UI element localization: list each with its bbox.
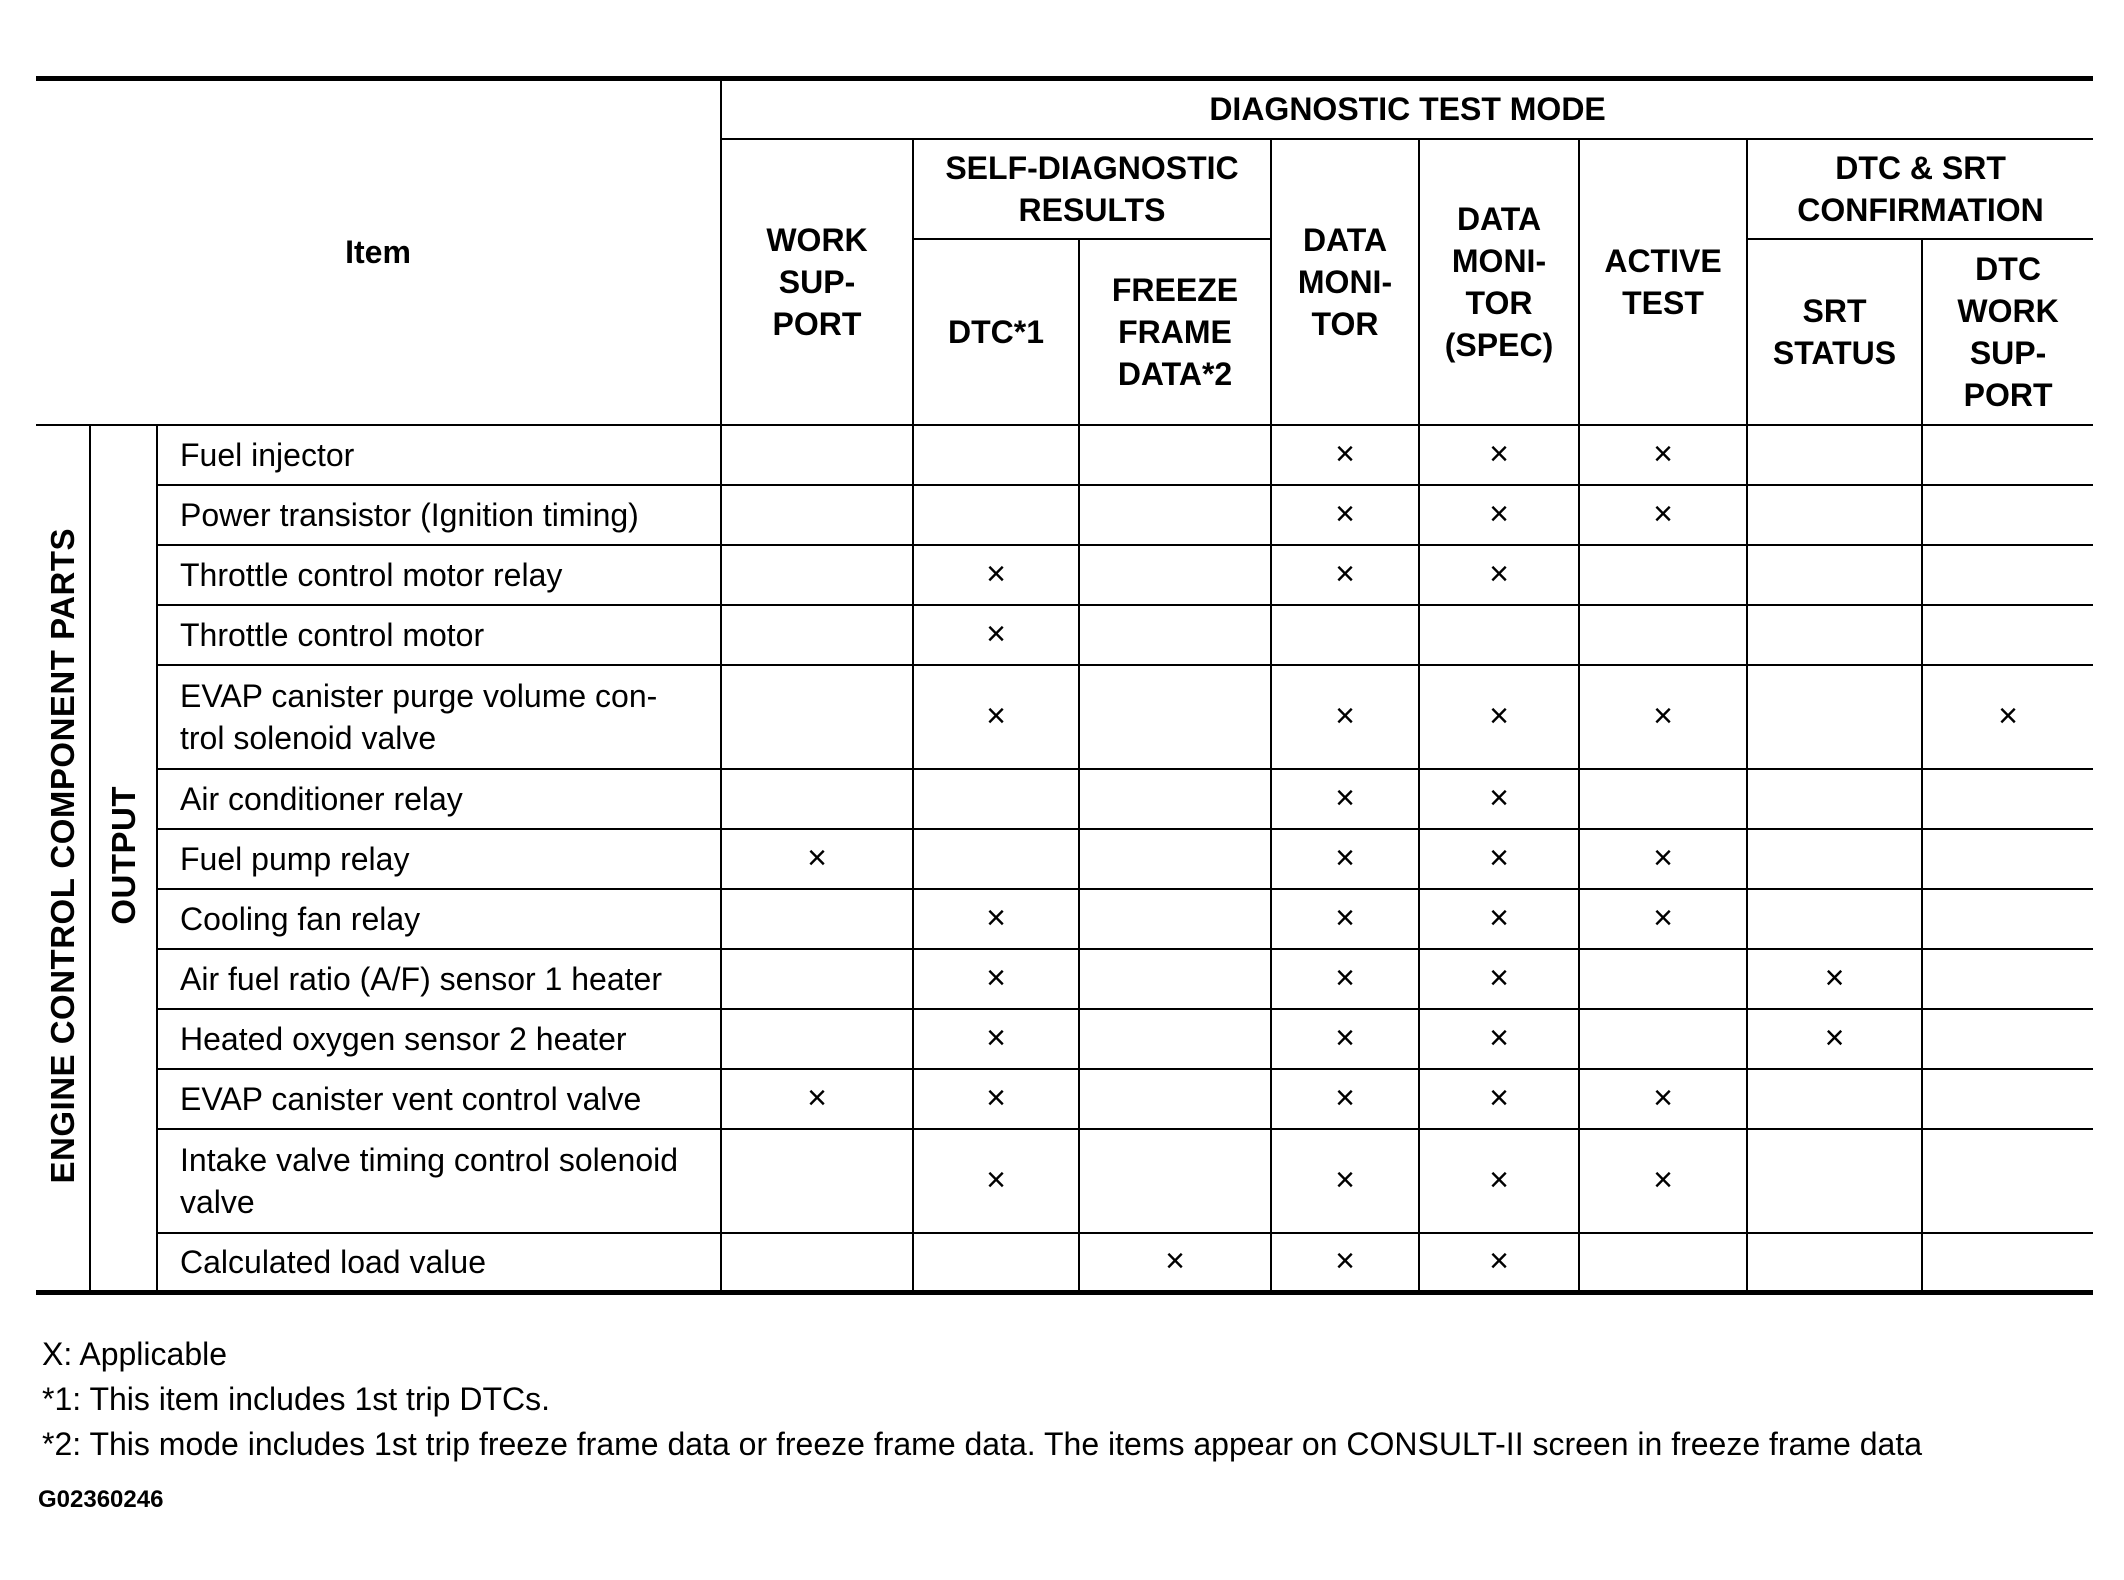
- cell-work-support: [721, 485, 913, 545]
- cell-data-monitor-spec: ×: [1419, 665, 1579, 769]
- table-row: [36, 605, 2093, 665]
- cell-srt-status: [1747, 889, 1922, 949]
- cell-dtc-work-support: [1922, 769, 2093, 829]
- cell-freeze-frame: [1079, 769, 1271, 829]
- table-row: [36, 1069, 2093, 1129]
- cell-srt-status: [1747, 665, 1922, 769]
- item-name: Fuel injector: [157, 425, 721, 485]
- cell-freeze-frame: [1079, 425, 1271, 485]
- cell-srt-status: ×: [1747, 1009, 1922, 1069]
- item-name: EVAP canister vent control valve: [157, 1069, 721, 1129]
- cell-active-test: [1579, 949, 1747, 1009]
- cell-data-monitor: [1271, 605, 1419, 665]
- table-row: [36, 485, 2093, 545]
- cell-active-test: ×: [1579, 889, 1747, 949]
- cell-active-test: ×: [1579, 1069, 1747, 1129]
- dtc-srt-confirmation-header: DTC & SRT CONFIRMATION: [1747, 139, 2093, 239]
- cell-dtc: [913, 485, 1079, 545]
- cell-data-monitor: ×: [1271, 485, 1419, 545]
- item-name: Heated oxygen sensor 2 heater: [157, 1009, 721, 1069]
- cell-dtc-work-support: [1922, 1069, 2093, 1129]
- cell-data-monitor-spec: ×: [1419, 949, 1579, 1009]
- cell-data-monitor-spec: ×: [1419, 829, 1579, 889]
- figure-id: G02360246: [38, 1486, 164, 1513]
- cell-data-monitor-spec: ×: [1419, 1069, 1579, 1129]
- cell-work-support: [721, 425, 913, 485]
- table-row: [36, 1009, 2093, 1069]
- cell-data-monitor-spec: ×: [1419, 1233, 1579, 1293]
- cell-data-monitor: ×: [1271, 1009, 1419, 1069]
- table-row: [36, 949, 2093, 1009]
- cell-data-monitor: ×: [1271, 545, 1419, 605]
- subcategory-cell: [90, 425, 157, 1293]
- cell-freeze-frame: [1079, 605, 1271, 665]
- cell-srt-status: [1747, 485, 1922, 545]
- cell-dtc: ×: [913, 1069, 1079, 1129]
- cell-active-test: [1579, 605, 1747, 665]
- cell-active-test: [1579, 545, 1747, 605]
- cell-work-support: [721, 889, 913, 949]
- cell-freeze-frame: [1079, 949, 1271, 1009]
- cell-srt-status: [1747, 425, 1922, 485]
- cell-data-monitor: ×: [1271, 425, 1419, 485]
- footnote-legend: X: Applicable: [42, 1336, 228, 1372]
- table-row: [36, 1129, 2093, 1233]
- item-name: Throttle control motor: [157, 605, 721, 665]
- cell-dtc: [913, 829, 1079, 889]
- cell-dtc-work-support: [1922, 545, 2093, 605]
- subcategory-label: OUTPUT: [104, 785, 142, 925]
- item-name: Intake valve timing control solenoid valve: [157, 1129, 721, 1233]
- cell-data-monitor-spec: ×: [1419, 889, 1579, 949]
- category-cell: [36, 425, 90, 1293]
- cell-dtc-work-support: [1922, 829, 2093, 889]
- cell-work-support: [721, 605, 913, 665]
- cell-srt-status: [1747, 1129, 1922, 1233]
- table-row: [36, 425, 2093, 485]
- dtc-work-support-header: DTC WORK SUP- PORT: [1922, 239, 2093, 425]
- cell-dtc-work-support: [1922, 1233, 2093, 1293]
- table-row: [36, 829, 2093, 889]
- item-name: EVAP canister purge volume con- trol solenoid valve: [157, 665, 721, 769]
- category-label: ENGINE CONTROL COMPONENT PARTS: [43, 527, 81, 1183]
- cell-data-monitor-spec: ×: [1419, 425, 1579, 485]
- cell-freeze-frame: [1079, 1009, 1271, 1069]
- cell-data-monitor: ×: [1271, 665, 1419, 769]
- cell-data-monitor: ×: [1271, 769, 1419, 829]
- cell-dtc-work-support: [1922, 889, 2093, 949]
- cell-work-support: ×: [721, 829, 913, 889]
- item-name: Air fuel ratio (A/F) sensor 1 heater: [157, 949, 721, 1009]
- table-row: [36, 665, 2093, 769]
- cell-data-monitor-spec: ×: [1419, 769, 1579, 829]
- diagnostic-test-mode-header: DIAGNOSTIC TEST MODE: [721, 79, 2093, 139]
- cell-dtc: ×: [913, 949, 1079, 1009]
- cell-dtc: ×: [913, 605, 1079, 665]
- cell-dtc: [913, 769, 1079, 829]
- table-row: [36, 889, 2093, 949]
- cell-active-test: [1579, 769, 1747, 829]
- cell-work-support: [721, 545, 913, 605]
- cell-srt-status: [1747, 1233, 1922, 1293]
- cell-active-test: ×: [1579, 665, 1747, 769]
- cell-active-test: ×: [1579, 425, 1747, 485]
- cell-dtc: ×: [913, 889, 1079, 949]
- cell-data-monitor-spec: [1419, 605, 1579, 665]
- cell-srt-status: ×: [1747, 949, 1922, 1009]
- cell-freeze-frame: [1079, 545, 1271, 605]
- freeze-frame-data-header: FREEZE FRAME DATA*2: [1079, 239, 1271, 425]
- cell-srt-status: [1747, 769, 1922, 829]
- cell-data-monitor: ×: [1271, 1069, 1419, 1129]
- cell-dtc-work-support: [1922, 425, 2093, 485]
- table-row: [36, 769, 2093, 829]
- item-name: Cooling fan relay: [157, 889, 721, 949]
- active-test-header: ACTIVE TEST: [1579, 139, 1747, 425]
- cell-dtc: [913, 1233, 1079, 1293]
- cell-data-monitor: ×: [1271, 889, 1419, 949]
- cell-data-monitor-spec: ×: [1419, 1129, 1579, 1233]
- cell-freeze-frame: [1079, 1129, 1271, 1233]
- cell-active-test: ×: [1579, 485, 1747, 545]
- cell-work-support: [721, 949, 913, 1009]
- cell-work-support: [721, 1009, 913, 1069]
- cell-freeze-frame: [1079, 665, 1271, 769]
- diagnostic-test-mode-table: [36, 76, 2093, 1295]
- cell-data-monitor-spec: ×: [1419, 545, 1579, 605]
- table-row: [36, 1233, 2093, 1293]
- cell-freeze-frame: [1079, 485, 1271, 545]
- work-support-header: WORK SUP- PORT: [721, 139, 913, 425]
- cell-dtc-work-support: [1922, 485, 2093, 545]
- cell-srt-status: [1747, 605, 1922, 665]
- cell-data-monitor: ×: [1271, 949, 1419, 1009]
- srt-status-header: SRT STATUS: [1747, 239, 1922, 425]
- footnote-1: *1: This item includes 1st trip DTCs.: [42, 1381, 551, 1417]
- cell-active-test: [1579, 1233, 1747, 1293]
- cell-dtc-work-support: [1922, 949, 2093, 1009]
- cell-srt-status: [1747, 1069, 1922, 1129]
- cell-work-support: [721, 769, 913, 829]
- item-name: Throttle control motor relay: [157, 545, 721, 605]
- item-name: Power transistor (Ignition timing): [157, 485, 721, 545]
- cell-work-support: [721, 1129, 913, 1233]
- cell-freeze-frame: [1079, 829, 1271, 889]
- cell-data-monitor: ×: [1271, 829, 1419, 889]
- cell-dtc: ×: [913, 1009, 1079, 1069]
- data-monitor-spec-header: DATA MONI- TOR (SPEC): [1419, 139, 1579, 425]
- cell-freeze-frame: ×: [1079, 1233, 1271, 1293]
- cell-data-monitor-spec: ×: [1419, 1009, 1579, 1069]
- cell-work-support: [721, 1233, 913, 1293]
- cell-data-monitor-spec: ×: [1419, 485, 1579, 545]
- footnotes: [42, 1332, 2102, 1467]
- cell-active-test: ×: [1579, 1129, 1747, 1233]
- dtc-header: DTC*1: [913, 239, 1079, 425]
- cell-data-monitor: ×: [1271, 1233, 1419, 1293]
- item-header: Item: [36, 79, 721, 425]
- cell-srt-status: [1747, 545, 1922, 605]
- cell-dtc: [913, 425, 1079, 485]
- cell-active-test: [1579, 1009, 1747, 1069]
- cell-dtc: ×: [913, 545, 1079, 605]
- footnote-2: *2: This mode includes 1st trip freeze frame data or freeze frame data. The items appear on CONSULT-II screen in freeze frame data: [42, 1426, 1922, 1462]
- cell-freeze-frame: [1079, 1069, 1271, 1129]
- cell-work-support: [721, 665, 913, 769]
- table-body: [36, 425, 2093, 1293]
- cell-dtc-work-support: [1922, 1009, 2093, 1069]
- cell-srt-status: [1747, 829, 1922, 889]
- table-row: [36, 545, 2093, 605]
- cell-dtc-work-support: [1922, 1129, 2093, 1233]
- cell-dtc: ×: [913, 1129, 1079, 1233]
- cell-active-test: ×: [1579, 829, 1747, 889]
- item-name: Fuel pump relay: [157, 829, 721, 889]
- cell-data-monitor: ×: [1271, 1129, 1419, 1233]
- cell-dtc-work-support: ×: [1922, 665, 2093, 769]
- item-name: Calculated load value: [157, 1233, 721, 1293]
- cell-dtc: ×: [913, 665, 1079, 769]
- cell-dtc-work-support: [1922, 605, 2093, 665]
- data-monitor-header: DATA MONI- TOR: [1271, 139, 1419, 425]
- self-diagnostic-results-header: SELF-DIAGNOSTIC RESULTS: [913, 139, 1271, 239]
- item-name: Air conditioner relay: [157, 769, 721, 829]
- cell-freeze-frame: [1079, 889, 1271, 949]
- cell-work-support: ×: [721, 1069, 913, 1129]
